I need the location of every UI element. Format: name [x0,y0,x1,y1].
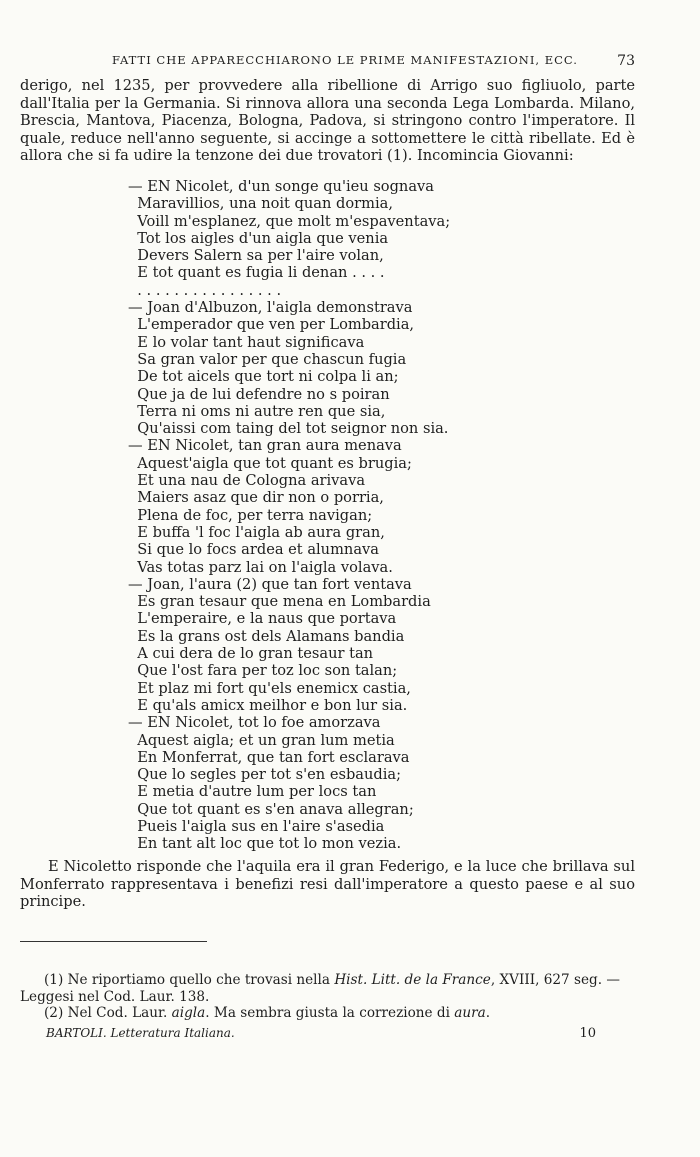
verse-line: . . . . . . . . . . . . . . . . [128,281,282,299]
intro-paragraph: derigo, nel 1235, per provvedere alla ribellione di Arrigo suo figliuolo, parte dall'Italia per la Germania. Si rinnova allora una seconda Lega Lombarda. Milano, Brescia, Mantova, Piacenza, Bologna, Padova, si stringono contro l'imperatore. Il quale, reduce nell'anno seguente, si accinge a sottomettere le città ribellate. Ed è allora che si fa udire la tenzone dei due trovatori (1). Incomincia Giovanni: [20,77,635,165]
verse-line: Que l'ost fara per toz loc son talan; [128,662,398,680]
verse-line: — EN Nicolet, d'un songe qu'ieu sognava [128,178,434,195]
verse-line: En Monferrat, que tan fort esclarava [128,748,410,766]
footnote-2-word-2: aura [454,1005,486,1022]
verse-line: Que tot quant es s'en anava allegran; [128,800,414,818]
verse-line: Si que lo focs ardea et alumnava [128,541,379,559]
verse-line: — Joan d'Albuzon, l'aigla demonstrava [128,299,413,317]
verse-line: Es gran tesaur que mena en Lombardia [128,593,431,611]
verse-line: Maiers asaz que dir non o porria, [128,489,384,507]
verse-line: Aquest aigla; et un gran lum metia [128,731,395,749]
verse-line: — EN Nicolet, tot lo foe amorzava [128,714,381,732]
verse-line: Et una nau de Cologna arivava [128,472,366,490]
verse-line: Terra ni oms ni autre ren que sia, [128,402,386,420]
footnotes [20,972,635,1022]
verse-line: E qu'als amicx meilhor e bon lur sia. [128,696,408,714]
verse-line: L'emperador que ven per Lombardia, [128,316,415,334]
book-author-title: BARTOLI. Letteratura Italiana. [46,1026,235,1040]
footnote-2-middle: . Ma sembra giusta la correzione di [205,1005,455,1022]
verse-line: Que ja de lui defendre no s poiran [128,385,390,403]
running-title: FATTI CHE APPARECCHIARONO LE PRIME MANIFESTAZIONI, ECC. [112,53,578,67]
footnote-divider [20,941,207,942]
verse-line: Qu'aissi com taing del tot seignor non sia. [128,420,449,438]
footnote-2-end: . [485,1005,491,1022]
verse-line: Que lo segles per tot s'en esbaudia; [128,766,402,784]
verse-line: Et plaz mi fort qu'els enemicx castia, [128,679,411,697]
verse-line: Aquest'aigla que tot quant es brugia; [128,454,412,472]
verse-line: Es la grans ost dels Alamans bandia [128,627,405,645]
poem-tenzone [128,178,450,853]
verse-line: E metia d'autre lum per locs tan [128,783,377,801]
page-number: 73 [617,53,635,69]
verse-line: Vas totas parz lai on l'aigla volava. [128,558,393,576]
verse-line: L'emperaire, e la naus que portava [128,610,397,628]
footnote-2 [20,1005,635,1022]
verse-line: Sa gran valor per que chascun fugia [128,350,407,368]
verse-line: Voill m'esplanez, que molt m'espaventava; [128,212,451,230]
verse-line: Maravillios, una noit quan dormia, [128,195,393,213]
outro-paragraph: E Nicoletto risponde che l'aquila era il gran Federigo, e la luce che brillava sul Monferrato rappresentava i benefizi resi dall'imperatore a questo paese e al suo principe. [20,858,635,911]
footnote-1-text: (1) Ne riportiamo quello che trovasi nella [44,972,335,988]
page-footer [46,1026,596,1040]
verse-line: E tot quant es fugia li denan . . . . [128,264,385,282]
verse-line: — Joan, l'aura (2) que tan fort ventava [128,575,412,593]
verse-line: En tant alt loc que tot lo mon vezia. [128,835,402,853]
verse-line: E buffa 'l foc l'aigla ab aura gran, [128,523,385,541]
footnote-2-text: (2) Nel Cod. Laur. [44,1005,172,1022]
verse-line: — EN Nicolet, tan gran aura menava [128,437,402,455]
footnote-1-reference: , XVIII, 627 seg. — Leggesi nel Cod. Laur. 138. [20,972,620,1005]
verse-line: De tot aicels que tort ni colpa li an; [128,368,399,386]
signature-mark: 10 [579,1026,596,1041]
verse-line: E lo volar tant haut significava [128,333,365,351]
book-page [20,0,635,1157]
verse-line: Plena de foc, per terra navigan; [128,506,373,524]
footnote-1 [20,972,635,1005]
footnote-1-citation: Hist. Litt. de la France [334,972,491,988]
verse-line: Tot los aigles d'un aigla que venia [128,229,389,247]
verse-line: Pueis l'aigla sus en l'aire s'asedia [128,817,385,835]
verse-line: Devers Salern sa per l'aire volan, [128,247,384,265]
verse-line: A cui dera de lo gran tesaur tan [128,645,374,663]
footnote-2-word-1: aigla [171,1005,206,1022]
page-header [20,53,635,73]
